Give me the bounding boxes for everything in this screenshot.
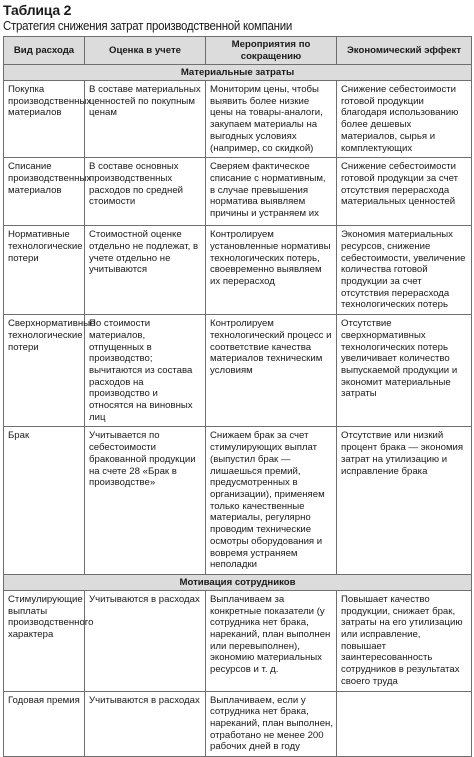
table-cell: В составе материальных ценностей по покупным ценам: [85, 81, 206, 158]
table-cell: Списание производственных материалов: [4, 158, 85, 226]
header-cell-measures: Мероприятия по сокращению: [206, 37, 337, 65]
table-row: [4, 691, 472, 757]
header-cell-effect: Экономический эффект: [337, 37, 472, 65]
table-cell: Контролируем установленные нормативы технологических потерь, своевременно выявляем их перерасход: [206, 226, 337, 315]
table-cell: Снижение себестоимости готовой продукции благодаря использованию более дешевых материалов, сырья и комплектующих: [337, 81, 472, 158]
section-title: Материальные затраты: [4, 65, 472, 81]
table-cell: Покупка производственных материалов: [4, 81, 85, 158]
header-cell-expense-type: Вид расхода: [4, 37, 85, 65]
table-cell: Нормативные технологические потери: [4, 226, 85, 315]
header-row: [4, 37, 472, 65]
table-row: [4, 315, 472, 427]
table-cell: Мониторим цены, чтобы выявить более низкие цены на товары-аналоги, закупаем материалы на выгодных условиях (например, со скидкой): [206, 81, 337, 158]
table-cell: Экономия материальных ресурсов, снижение себестоимости, увеличение количества готовой продукции за счет отсутствия перерасхода технологических потерь: [337, 226, 472, 315]
table-cell: Учитываются в расходах: [85, 691, 206, 757]
section-row-motivation: [4, 574, 472, 590]
table-cell: Отсутствие или низкий процент брака — экономия затрат на утилизацию и исправление брака: [337, 427, 472, 574]
table-cell: Контролируем технологический процесс и соответствие качества материалов техническим условиям: [206, 315, 337, 427]
table-cell: Повышает качество продукции, снижает брак, затраты на его утилизацию или исправление, повышает заинтересованность сотрудников в результатах своего труда: [337, 590, 472, 691]
table-cell: Выплачиваем, если у сотрудника нет брака, нареканий, план выполнен, отработано не менее 200 рабочих дней в году: [206, 691, 337, 757]
table-row: [4, 590, 472, 691]
table-cell: В составе основных производственных расходов по средней стоимости: [85, 158, 206, 226]
table-cell: Снижение себестоимости готовой продукции за счет отсутствия перерасхода материальных ценностей: [337, 158, 472, 226]
table-title: Стратегия снижения затрат производственной компании: [3, 19, 293, 33]
table-cell: Отсутствие сверхнормативных технологических потерь увеличивает количество выпускаемой продукции и экономит материальные затраты: [337, 315, 472, 427]
table-cell: Снижаем брак за счет стимулирующих выплат (выпустил брак — лишаешься премий, предусмотренных в организации), применяем только качественные материалы, регулярно проводим технические осмотры оборудования и вовремя устраняем неполадки: [206, 427, 337, 574]
table-cell: По стоимости материалов, отпущенных в производство; вычитаются из состава расходов на производство и относятся на виновных лиц: [85, 315, 206, 427]
table-cell: Учитывается по себестоимости бракованной продукции на счете 28 «Брак в производстве»: [85, 427, 206, 574]
table-cell: Годовая премия: [4, 691, 85, 757]
table-cell: Учитываются в расходах: [85, 590, 206, 691]
table-row: [4, 226, 472, 315]
header-cell-accounting: Оценка в учете: [85, 37, 206, 65]
table-row: [4, 158, 472, 226]
section-title: Мотивация сотрудников: [4, 574, 472, 590]
table-row: [4, 427, 472, 574]
table-cell: [337, 691, 472, 757]
table-row: [4, 81, 472, 158]
table-cell: Сверяем фактическое списание с нормативным, в случае превышения норматива выявляем причины и устраняем их: [206, 158, 337, 226]
table-cell: Сверхнормативные технологические потери: [4, 315, 85, 427]
section-row-material: [4, 65, 472, 81]
table-cell: Стимулирующие выплаты производственного характера: [4, 590, 85, 691]
table-cell: Брак: [4, 427, 85, 574]
table-cell: Стоимостной оценке отдельно не подлежат, в учете отдельно не учитываются: [85, 226, 206, 315]
table-cell: Выплачиваем за конкретные показатели (у сотрудника нет брака, нареканий, план выполнен или перевыполнен), экономию материальных ресурсов и т. д.: [206, 590, 337, 691]
table-number: Таблица 2: [3, 2, 72, 18]
cost-strategy-table: [3, 36, 472, 757]
